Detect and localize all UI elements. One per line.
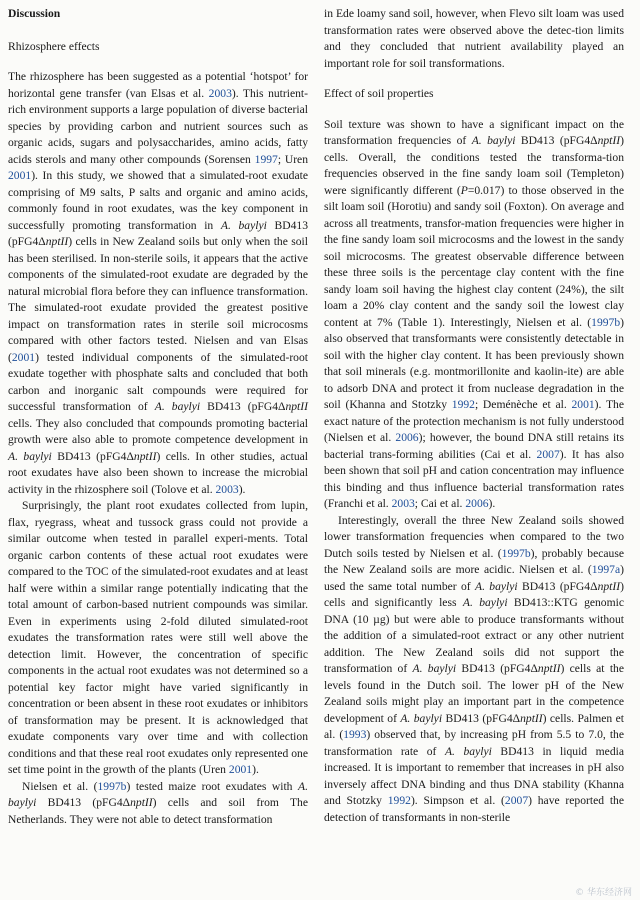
paragraph-rhizosphere-3: Nielsen et al. (1997b) tested maize root exudates with A. baylyi BD413 (pFG4ΔnptII) cells and soil from The Netherlands. They were not able to detect transformation [8,779,308,826]
citation-link[interactable]: 2006 [395,431,419,444]
subheading-effect-of-soil-properties: Effect of soil properties [324,87,434,100]
citation-link[interactable]: 1997a [591,563,621,576]
paragraph-rhizosphere-1: The rhizosphere has been suggested as a potential ‘hotspot’ for horizontal gene transfer (van Elsas et al. 2003). This nutrient-rich environment supports a large population of diverse bacterial species by providing carbon and nutrient sources such as organic acids, sugars and polysaccharides, amino acids, fatty acids sterols and many other compounds (Sorensen 1997; Uren 2001). In this study, we showed that a simulated-root exudate comprising of M9 salts, P salts and organic and amino acids, commonly found in root exudates, was the key component in successfully promoting transformation in A. baylyi BD413 (pFG4ΔnptII) cells in New Zealand soils but only when the soil has been sterilised. In non-sterile soils, it appears that the active components of the simulated-root exudate are degraded by the natural microbial flora before they can influence transformation. The simulated-root exudate provided the greatest positive impact on transformation rates in sterile soil microcosms compared with other factors tested. Nielsen and van Elsas (2001) tested individual components of the simulated-root exudate together with phosphate salts and concluded that both carbon and inorganic salt compounds were required for successful transformation of A. baylyi BD413 (pFG4ΔnptII cells. They also concluded that compounds promoting bacterial growth were also able to promote competence development in A. baylyi BD413 (pFG4ΔnptII) cells. In other studies, actual root exudates have also been shown to increase the microbial activity in the rhizosphere soil (Tolove et al. 2003). [8,70,308,496]
left-column [8,6,308,900]
citation-link[interactable]: 1992 [451,398,475,411]
citation-link[interactable]: 2006 [465,497,489,510]
citation-link[interactable]: 2003 [215,482,239,496]
paragraph-continued: in Ede loamy sand soil, however, when Flevo silt loam was used transformation rates were observed above the detec-tion limits and they concluded that nutrient availability played an important role for soil transformations. [324,7,624,70]
citation-link[interactable]: 2001 [228,763,253,776]
paragraph-soil-properties-1: Soil texture was shown to have a significant impact on the transformation frequencies of A. baylyi BD413 (pFG4ΔnptII) cells. Overall, the conditions tested the transforma-tion frequencies observed in the fine sandy loam soil (Templeton) were significantly different (P=0.017) to those observed in the silt loam soil (Horotiu) and sandy soil (Foxton). On average and across all treatments, transfor-mation frequencies were higher in the fine sandy loam soil microcosms and the lowest in the sandy soil microcosms. The greatest observable difference between these three soils is the percentage clay content with the fine sandy loam soil having the highest clay content (24%), the silt loam a 20% clay content and the sandy soil the lowest clay content at 7% (Table 1). Interestingly, Nielsen et al. (1997b) also observed that transformants were consistently detectable in soil with the higher clay content. It has been previously shown that soil minerals (e.g. montmorillonite and kaolin-ite) are able to adsorb DNA and protect it from nuclease degradation in the soil (Khanna and Stotzky 1992; Deménèche et al. 2001). The exact nature of the protection mechanism is not fully understood (Nielsen et al. 2006); however, the bound DNA still retains its bacterial trans-forming abilities (Cai et al. 2007). It has also been shown that soil pH and cation concentration may influence this binding and thus influence bacterial transformation rates (Franchi et al. 2003; Cai et al. 2006). [324,117,625,510]
citation-link[interactable]: 1997b [501,546,531,560]
citation-link[interactable]: 2003 [208,86,232,100]
right-column [324,6,624,900]
citation-link[interactable]: 1997b [591,315,621,329]
citation-link[interactable]: 2007 [536,447,560,461]
subheading-rhizosphere-effects: Rhizosphere effects [8,39,100,53]
citation-link[interactable]: 1997 [254,152,278,166]
citation-link[interactable]: 1993 [343,728,367,741]
citation-link[interactable]: 2007 [504,794,529,807]
citation-link[interactable]: 2001 [571,398,595,411]
section-heading-discussion: Discussion [8,7,61,20]
citation-link[interactable]: 1992 [387,794,411,807]
citation-link[interactable]: 1997b [97,779,127,793]
paragraph-rhizosphere-2: Surprisingly, the plant root exudates collected from lupin, flax, ryegrass, wheat and tussock grass could not provide a similar outcome when tested in parallel experi-ments. Total organic carbon contents of these actual root exudates were compared to the TOC of the simulated-root exudates and at least half were within a similar range potentially indicating that the total amount of carbon-based nutrient compounds was similar. Even in experiments using 2-fold diluted simulated-root exudates the transformation rates were still well above the detection limit. However, the concentration of specific components in the actual root exudates was not determined so a potential key factor might have varied significantly in concentration or been absent in these root exudates or inhibitors of transformation may be present. It is acknowledged that exudate components vary over time and with collection conditions and that these real root exudates only represented one set time point in the growth of the plants (Uren 2001). [8,499,308,776]
citation-link[interactable]: 2001 [11,350,36,364]
citation-link[interactable]: 2001 [8,169,32,182]
paragraph-soil-properties-2: Interestingly, overall the three New Zealand soils showed lower transformation frequencies when compared to the two Dutch soils tested by Nielsen et al. (1997b), probably because the New Zealand soils are more acidic. Nielsen et al. (1997a) used the same total number of A. baylyi BD413 (pFG4ΔnptII) cells and significantly less A. baylyi BD413::KTG genomic DNA (10 µg) but were able to produce transformants without the addition of a simulated-root extract or any other nutrient addition. The New Zealand soils did not support the transformation of A. baylyi BD413 (pFG4ΔnptII) cells at the levels found in the Dutch soil. The lower pH of the New Zealand soils might play an important part in the competence development of A. baylyi BD413 (pFG4ΔnptII) cells. Palmen et al. (1993) observed that, by increasing pH from 5.5 to 7.0, the transformation rate of A. baylyi BD413 in liquid media increased. It is important to remember that increases in pH also inversely affect DNA binding and thus DNA stability (Khanna and Stotzky 1992). Simpson et al. (2007) have reported the detection of transformants in non-sterile [324,513,625,824]
watermark: © 华东经济网 [575,888,632,898]
citation-link[interactable]: 2003 [391,497,415,510]
